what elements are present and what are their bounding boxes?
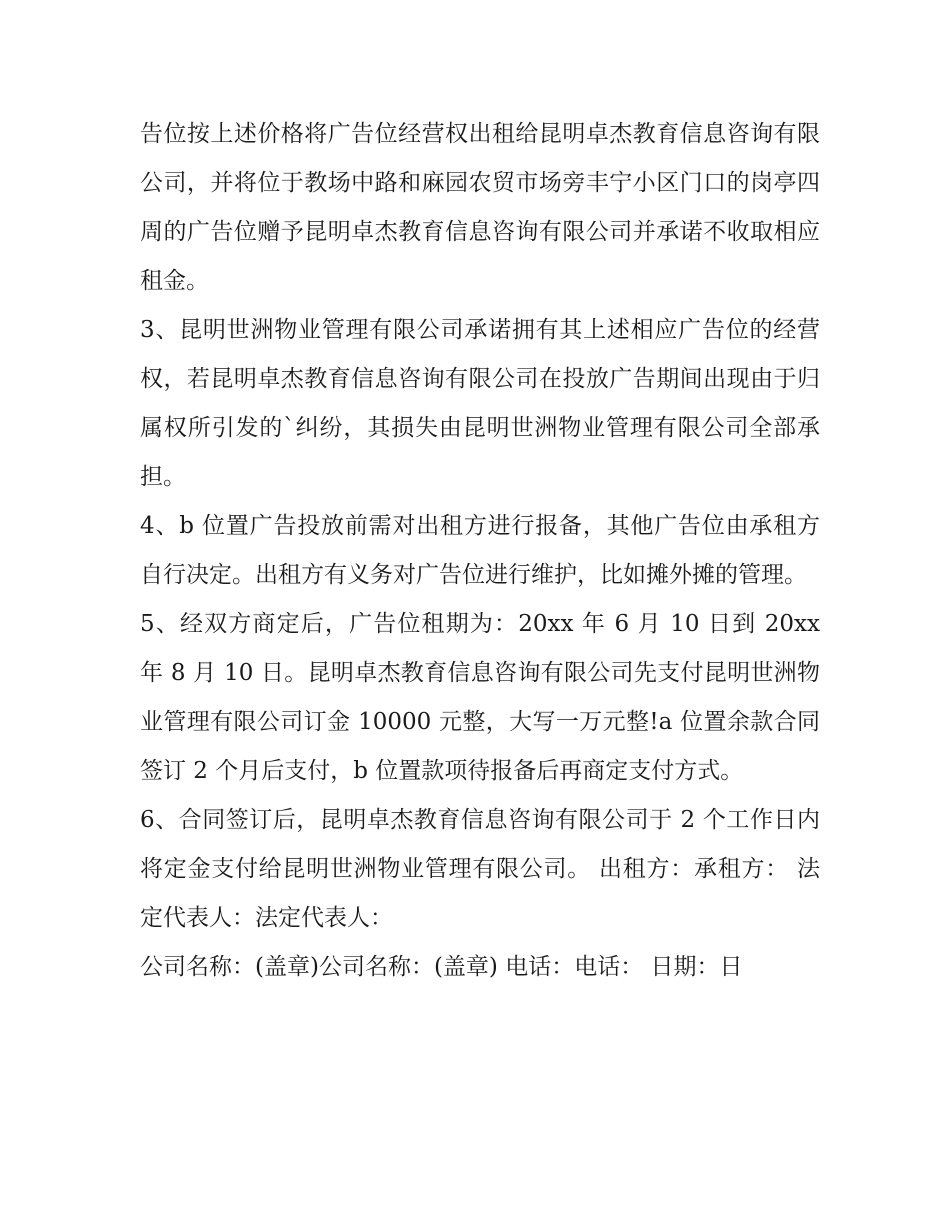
paragraph-clause-4: 4、b 位置广告投放前需对出租方进行报备，其他广告位由承租方自行决定。出租方有义务对广告位进行维护，比如摊外摊的管理。 <box>140 513 820 588</box>
paragraph-clause-5: 5、经双方商定后，广告位租期为：20xx 年 6 月 10 日到 20xx 年 8 月 10 日。昆明卓杰教育信息咨询有限公司先支付昆明世洲物业管理有限公司订金 10000 元整，大写一万元整!a 位置余款合同签订 2 个月后支付，b 位置款项待报备后再商定支付方式。 <box>140 611 820 784</box>
paragraph-signature-fields: 公司名称：(盖章)公司名称：(盖章) 电话：电话： 日期：日 <box>140 954 743 980</box>
paragraph-clause-3: 3、昆明世洲物业管理有限公司承诺拥有其上述相应广告位的经营权，若昆明卓杰教育信息咨询有限公司在投放广告期间出现由于归属权所引发的`纠纷，其损失由昆明世洲物业管理有限公司全部承担。 <box>140 317 820 490</box>
document-body <box>140 110 820 992</box>
paragraph-clause-6: 6、合同签订后，昆明卓杰教育信息咨询有限公司于 2 个工作日内将定金支付给昆明世洲物业管理有限公司。 出租方：承租方： 法定代表人：法定代表人： <box>140 807 820 931</box>
paragraph-ad-lease-terms: 告位按上述价格将广告位经营权出租给昆明卓杰教育信息咨询有限公司，并将位于教场中路和麻园农贸市场旁丰宁小区门口的岗亭四周的广告位赠予昆明卓杰教育信息咨询有限公司并承诺不收取相应租金。 <box>140 121 820 294</box>
